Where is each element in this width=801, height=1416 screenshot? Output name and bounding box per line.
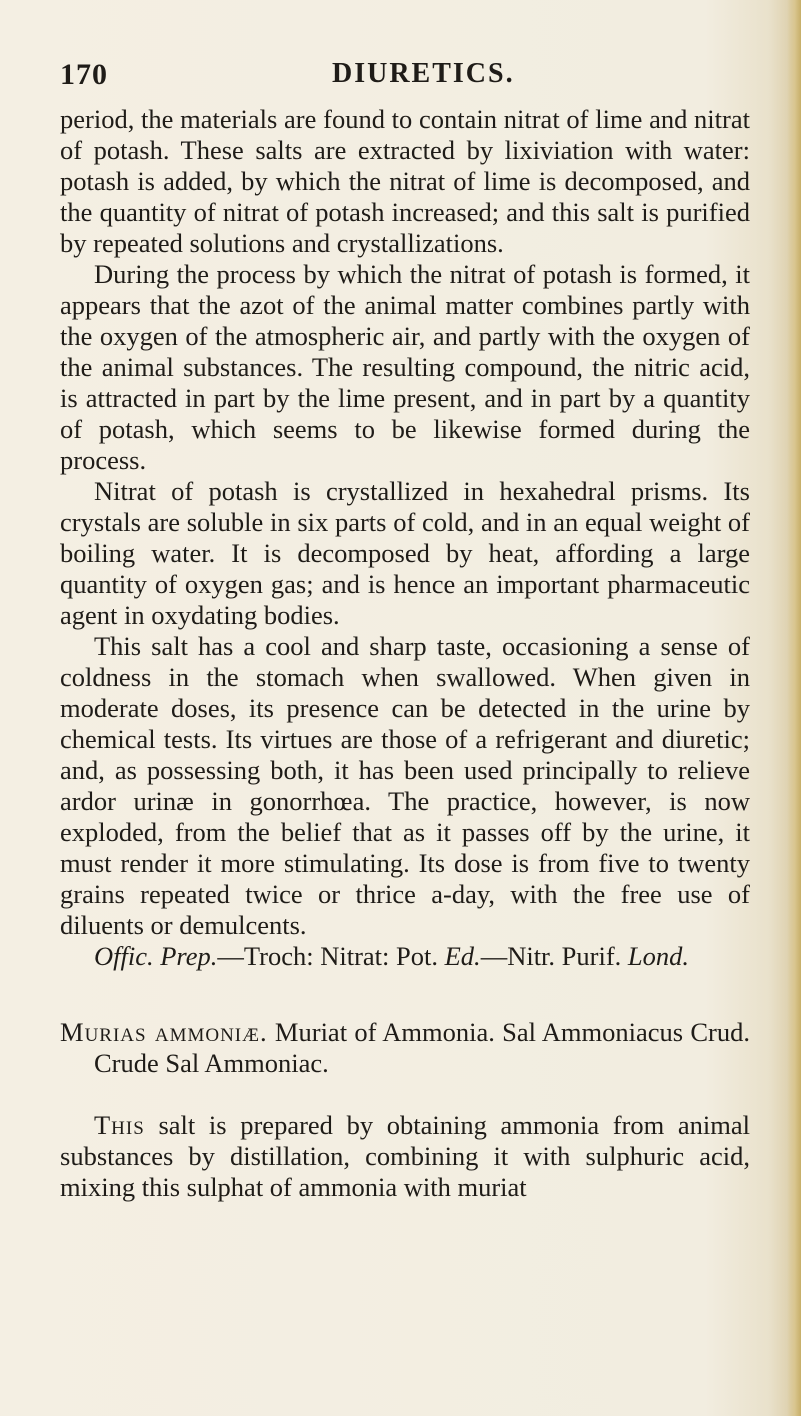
- entry-title-caps: Murias ammoniæ.: [60, 1017, 268, 1047]
- entry-title-rest: Muriat of Ammonia. Sal Ammoniacus Crud. Crude Sal Ammoniac.: [94, 1017, 751, 1078]
- entry-heading: [60, 1017, 750, 1079]
- official-prep-label: Offic. Prep.: [94, 941, 218, 971]
- final-paragraph-text: salt is prepared by obtaining ammonia from animal substances by distillation, combining it with sulphuric acid, mixing this sulphat of ammonia with muriat: [60, 1110, 750, 1202]
- final-paragraph-lead: This: [94, 1110, 145, 1140]
- page-edge-shadow: [787, 0, 801, 1416]
- official-prep-lond: Lond.: [627, 941, 690, 971]
- paragraph-4: This salt has a cool and sharp taste, occasioning a sense of coldness in the stomach when swallowed. When given in moderate doses, its presence can be detected in the urine by chemical tests. Its virtues are those of a refrigerant and diuretic; and, as possessing both, it has been used principally to relieve ardor urinæ in gonorrhœa. The practice, however, is now exploded, from the belief that as it passes off by the urine, it must render it more stimulating. Its dose is from five to twenty grains repeated twice or thrice a-day, with the free use of diluents or demulcents.: [60, 631, 750, 940]
- official-prep-ed: Ed.: [444, 941, 481, 971]
- page-header: [60, 58, 750, 98]
- body-text: [60, 104, 750, 1203]
- paragraph-2: During the process by which the nitrat of potash is formed, it appears that the azot of the animal matter combines partly with the oxygen of the atmospheric air, and partly with the oxygen of the animal substances. The resulting compound, the nitric acid, is attracted in part by the lime present, and in part by a quantity of potash, which seems to be likewise formed during the process.: [60, 259, 750, 475]
- paragraph-1: period, the materials are found to contain nitrat of lime and nitrat of potash. These salts are extracted by lixiviation with water: potash is added, by which the nitrat of lime is decomposed, and the quantity of nitrat of potash increased; and this salt is purified by repeated solutions and crystallizations.: [60, 104, 750, 258]
- final-paragraph: [60, 1110, 750, 1203]
- running-head: DIURETICS.: [332, 58, 515, 89]
- official-prep-text-1: —Troch: Nitrat: Pot.: [217, 941, 445, 971]
- official-prep-text-2: —Nitr. Purif.: [480, 941, 628, 971]
- page-number: 170: [60, 58, 108, 91]
- official-preparations: [60, 941, 750, 972]
- paragraph-3: Nitrat of potash is crystallized in hexahedral prisms. Its crystals are soluble in six parts of cold, and in an equal weight of boiling water. It is decomposed by heat, affording a large quantity of oxygen gas; and is hence an important pharmaceutic agent in oxydating bodies.: [60, 476, 750, 630]
